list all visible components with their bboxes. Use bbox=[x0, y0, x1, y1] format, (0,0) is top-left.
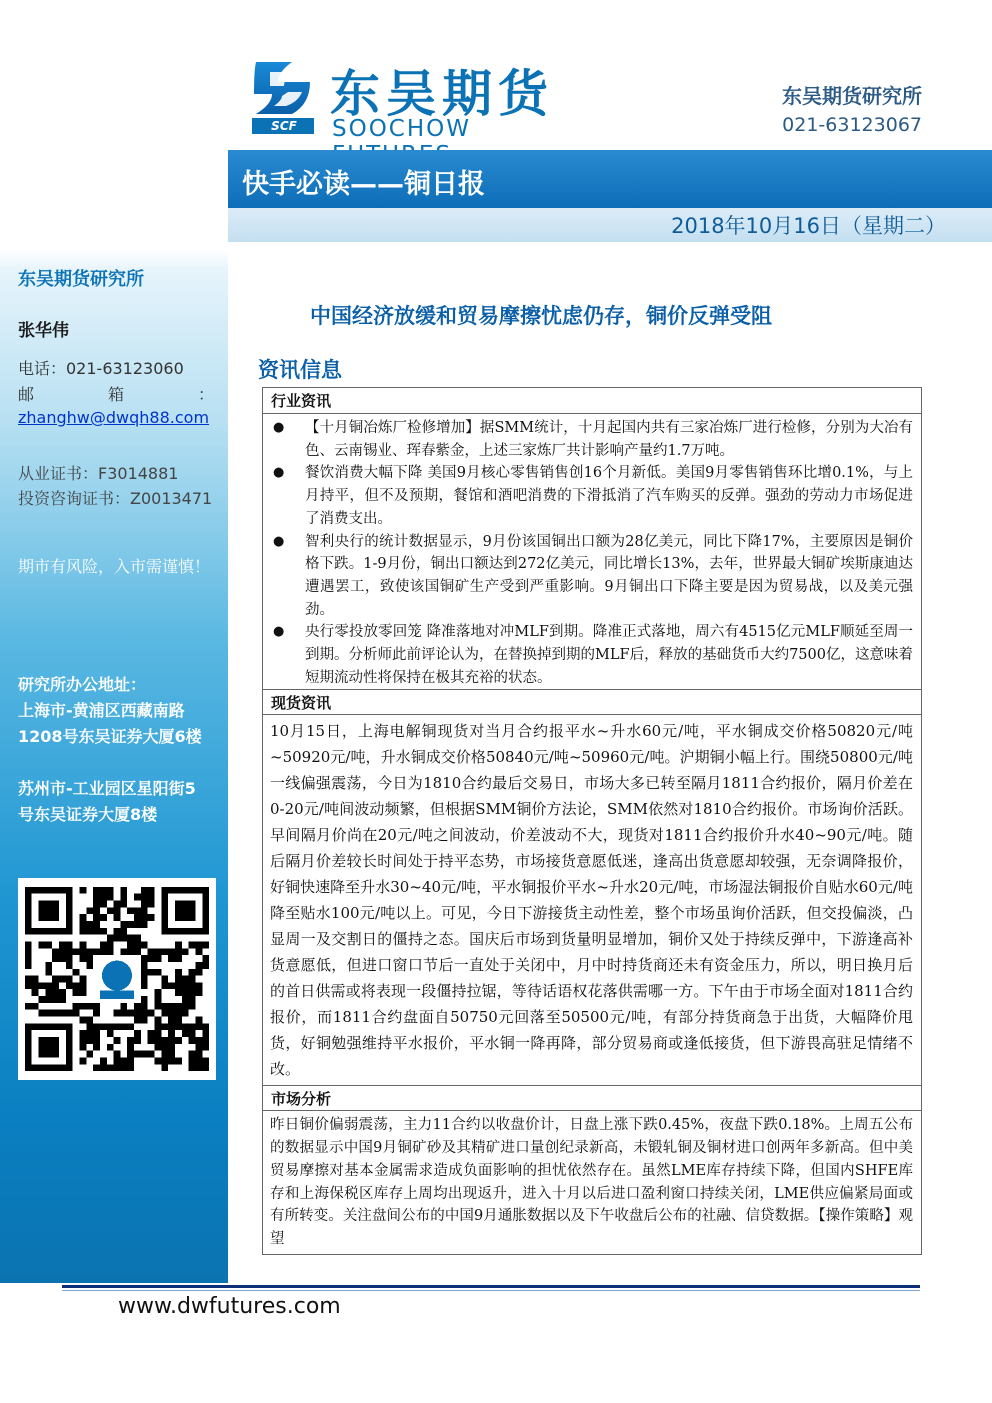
spot-news-heading: 现货资讯 bbox=[263, 689, 921, 715]
list-item-text: 央行零投放零回笼 降准落地对冲MLF到期。降准正式落地，周六有4515亿元MLF顺延至周一到期。分析师此前评论认为，在替换掉到期的MLF后，释放的基础货币大约7500亿，这意味着短期流动性将保持在极其充裕的状态。 bbox=[305, 624, 913, 686]
bullet-icon: ● bbox=[273, 420, 285, 435]
author-phone: 电话：021-63123060 bbox=[18, 359, 184, 378]
bullet-icon: ● bbox=[273, 533, 285, 549]
author-name: 张华伟 bbox=[18, 321, 69, 341]
mail-label bbox=[18, 382, 214, 405]
sidebar-org: 东吴期货研究所 bbox=[18, 269, 144, 290]
mail-label-char: 邮 bbox=[18, 385, 35, 404]
company-logo bbox=[248, 58, 588, 144]
office-address-title: 研究所办公地址： bbox=[18, 675, 147, 694]
logo-badge: SCF bbox=[271, 119, 297, 133]
risk-warning: 期市有风险，入市需谨慎！ bbox=[18, 557, 211, 576]
logo-english-name: SOOCHOW bbox=[332, 116, 472, 142]
list-item-text: 【十月铜冶炼厂检修增加】据SMM统计，十月起国内共有三家冶炼厂进行检修，分别为大冶有色、云南锡业、珲春紫金，上述三家炼厂共计影响产量约1.7万吨。 bbox=[305, 420, 913, 459]
footer-divider-thin bbox=[62, 1290, 920, 1291]
date-bar bbox=[228, 208, 992, 242]
shanghai-address-line1: 上海市-黄浦区西藏南路 bbox=[18, 701, 185, 720]
bullet-icon: ● bbox=[273, 465, 285, 481]
footer-divider bbox=[62, 1285, 920, 1288]
list-item-text: 智利央行的统计数据显示，9月份该国铜出口额为28亿美元，同比下降17%，主要原因是铜价格下跌。1-9月份，铜出口额达到272亿美元，同比增长13%，去年，世界最大铜矿埃斯康迪达遭遇罢工，致使该国铜矿生产受到严重影响。9月铜出口下降主要是因为贸易战，以及美元强劲。 bbox=[305, 533, 913, 618]
sidebar bbox=[0, 0, 228, 1283]
logo-chinese-name: 东吴期货 bbox=[330, 65, 554, 123]
list-item bbox=[269, 531, 913, 622]
footer-website-link[interactable]: www.dwfutures.com bbox=[118, 1294, 341, 1319]
headline: 中国经济放缓和贸易摩擦忧虑仍存，铜价反弹受阻 bbox=[310, 304, 772, 328]
spot-news-text: 10月15日，上海电解铜现货对当月合约报平水~升水60元/吨，平水铜成交价格50820元/吨~50920元/吨，升水铜成交价格50840元/吨~50960元/吨。沪期铜小幅上行。围绕50800元/吨一线偏强震荡，今日为1810合约最后交易日，市场大多已转至隔月1811合约报价，隔月价差在0-20元/吨间波动频繁，但根据SMM铜价方法论，SMM依然对1810合约报价。市场询价活跃。早间隔月价尚在20元/吨之间波动，价差波动不大，现货对1811合约报价升水40~90元/吨。随后隔月价差较长时间处于持平态势，市场接货意愿低迷，逢高出货意愿却较强，无奈调降报价，好铜快速降至升水30~40元/吨，平水铜报价平水~升水20元/吨，市场湿法铜报价自贴水60元/吨降至贴水100元/吨以上。可见，今日下游接货主动性差，整个市场虽询价活跃，但交投偏淡，凸显周一及交割日的僵持之态。国庆后市场到货量明显增加，铜价又处于持续反弹中，下游逢高补货意愿低，但进口窗口节后一直处于关闭中，月中时持货商还未有资金压力，所以，明日换月后的首日供需或将表现一段僵持拉锯，等待话语权花落供需哪一方。下午由于市场全面对1811合约报价，而1811合约盘面自50750元回落至50500元/吨，有部分持货商急于出货，大幅降价甩货，好铜勉强维持平水报价，平水铜一降再降，部分贸易商或逢低接货，但下游畏高驻足情绪不改。 bbox=[270, 722, 913, 1079]
practice-certificate: 从业证书：F3014881 bbox=[18, 464, 179, 483]
header-org: 东吴期货研究所 bbox=[782, 84, 922, 108]
shanghai-address-line2: 1208号东吴证券大厦6楼 bbox=[18, 727, 202, 746]
list-item bbox=[269, 621, 913, 689]
industry-news-list bbox=[263, 414, 921, 689]
report-title: 快手必读——铜日报 bbox=[242, 169, 485, 200]
qr-code-icon bbox=[18, 878, 216, 1080]
suzhou-address-line1: 苏州市-工业园区星阳街5 bbox=[18, 779, 196, 798]
consulting-certificate: 投资咨询证书：Z0013471 bbox=[18, 489, 213, 508]
section-title: 资讯信息 bbox=[258, 358, 342, 382]
mail-label-char: 箱 bbox=[107, 385, 124, 404]
market-analysis-heading: 市场分析 bbox=[263, 1085, 921, 1111]
bullet-icon: ● bbox=[273, 624, 285, 640]
suzhou-address-line2: 号东吴证券大厦8楼 bbox=[18, 805, 158, 824]
header-phone: 021-63123067 bbox=[782, 114, 922, 136]
list-item-text: 餐饮消费大幅下降 美国9月核心零售销售创16个月新低。美国9月零售销售环比增0.1%，与上月持平，但不及预期，餐馆和酒吧消费的下滑抵消了汽车购买的反弹。强劲的劳动力市场促进了消费支出。 bbox=[305, 465, 913, 527]
list-item bbox=[269, 462, 913, 530]
report-banner bbox=[228, 150, 992, 208]
report-date: 2018年10月16日（星期二） bbox=[671, 214, 946, 238]
list-item bbox=[269, 417, 913, 462]
content-box bbox=[262, 387, 922, 1255]
industry-news-heading: 行业资讯 bbox=[263, 388, 921, 414]
author-email-link[interactable]: zhanghw@dwqh88.com bbox=[18, 408, 210, 427]
market-analysis-text: 昨日铜价偏弱震荡，主力11合约以收盘价计，日盘上涨下跌0.45%，夜盘下跌0.18%。上周五公布的数据显示中国9月铜矿砂及其精矿进口量创纪录新高，未锻轧铜及铜材进口创两年多新高。但中美贸易摩擦对基本金属需求造成负面影响的担忧依然存在。虽然LME库存持续下降，但国内SHFE库存和上海保税区库存上周均出现返升，进入十月以后进口盈利窗口持续关闭，LME供应偏紧局面或有所转变。关注盘间公布的中国9月通胀数据以及下午收盘后公布的社融、信贷数据。【操作策略】观望 bbox=[270, 1117, 913, 1247]
mail-label-colon: ： bbox=[197, 385, 214, 404]
